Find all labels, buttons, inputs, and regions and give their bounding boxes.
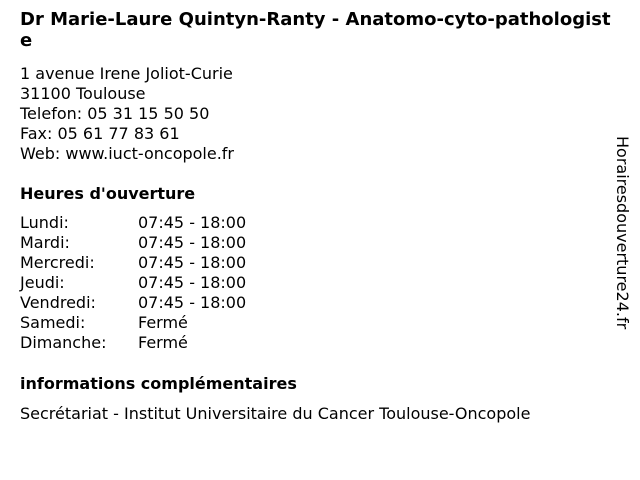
page-title: Dr Marie-Laure Quintyn-Ranty - Anatomo-cyto-pathologiste: [20, 9, 611, 51]
hours-day: Vendredi:: [20, 293, 96, 312]
hours-heading: Heures d'ouverture: [20, 184, 196, 203]
hours-time: Fermé: [138, 333, 188, 352]
hours-row-jeudi: [20, 273, 246, 293]
hours-row-mercredi: [20, 253, 246, 273]
hours-day: Lundi:: [20, 213, 69, 232]
hours-day: Mardi:: [20, 233, 70, 252]
hours-table: [20, 213, 246, 353]
hours-time: 07:45 - 18:00: [138, 273, 247, 292]
fax-number: Fax: 05 61 77 83 61: [20, 124, 180, 143]
hours-time: 07:45 - 18:00: [138, 253, 247, 272]
hours-time: 07:45 - 18:00: [138, 213, 247, 232]
hours-day: Jeudi:: [20, 273, 65, 292]
hours-row-vendredi: [20, 293, 246, 313]
hours-day: Mercredi:: [20, 253, 95, 272]
address-city: 31100 Toulouse: [20, 84, 146, 103]
hours-time: 07:45 - 18:00: [138, 293, 247, 312]
hours-row-dimanche: [20, 333, 246, 353]
address-street: 1 avenue Irene Joliot-Curie: [20, 64, 233, 83]
hours-row-lundi: [20, 213, 246, 233]
info-text: Secrétariat - Institut Universitaire du Cancer Toulouse-Oncopole: [20, 404, 531, 423]
hours-row-mardi: [20, 233, 246, 253]
hours-day: Dimanche:: [20, 333, 107, 352]
hours-day: Samedi:: [20, 313, 86, 332]
address-block: [20, 64, 234, 164]
info-heading: informations complémentaires: [20, 374, 297, 393]
hours-time: Fermé: [138, 313, 188, 332]
hours-row-samedi: [20, 313, 246, 333]
phone-number[interactable]: Telefon: 05 31 15 50 50: [20, 104, 210, 123]
site-watermark: Horairesdouverture24.fr: [613, 136, 632, 330]
website-link[interactable]: Web: www.iuct-oncopole.fr: [20, 144, 235, 163]
hours-time: 07:45 - 18:00: [138, 233, 247, 252]
